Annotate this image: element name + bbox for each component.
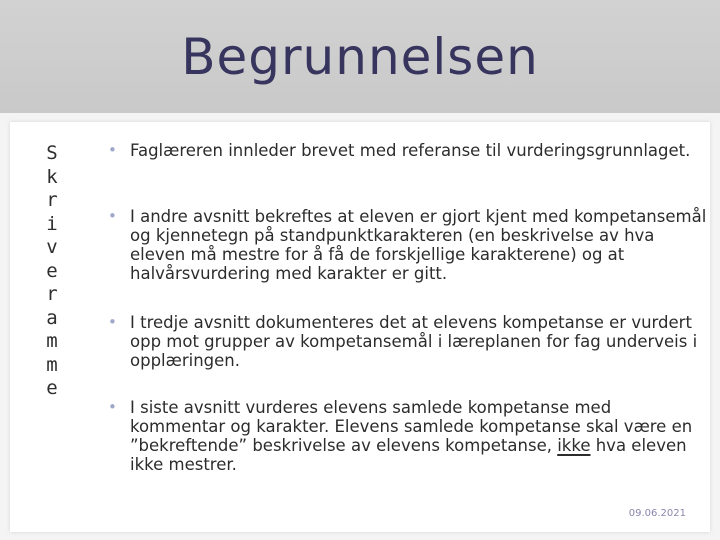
bullet-dot-icon: • (108, 141, 117, 159)
vertical-letter: i (46, 212, 58, 235)
vertical-letter: a (46, 306, 58, 329)
bullet-text: I tredje avsnitt dokumenteres det at elevens kompetanse er vurdert opp mot grupper av kompetansemål i læreplanen for fag underveis i opplæringen. (130, 313, 698, 370)
bullet-item (108, 207, 710, 283)
vertical-letter: r (46, 283, 58, 305)
emphasis-word: ikke (557, 436, 591, 455)
vertical-letter: S (46, 142, 58, 164)
bullet-text-part: I siste avsnitt vurderes elevens samlede kompetanse med kommentar og karakter. Elevens samlede kompetanse skal være en ”bekreftende” beskrivelse av elevens kompetanse, (130, 398, 693, 455)
vertical-letter: k (46, 165, 58, 188)
bullet-item (108, 141, 710, 160)
slide-title: Begrunnelsen (181, 28, 539, 86)
slide-date: 09.06.2021 (628, 508, 686, 519)
bullet-text (130, 398, 692, 474)
vertical-letter: m (46, 330, 58, 352)
bullet-dot-icon: • (108, 207, 117, 225)
bullet-item (108, 398, 710, 474)
bullet-text: I andre avsnitt bekreftes at eleven er gjort kjent med kompetansemål og kjennetegn på standpunktkarakteren (en beskrivelse av hva eleven må mestre for å få de forskjellige karakterene) og at halvårsvurdering med karakter er gitt. (130, 207, 707, 283)
bullet-text: Faglæreren innleder brevet med referanse til vurderingsgrunnlaget. (130, 141, 691, 160)
vertical-letter: m (46, 353, 58, 376)
vertical-letter: r (46, 189, 58, 211)
vertical-letter: e (46, 377, 58, 399)
vertical-letter: e (46, 259, 58, 282)
bullet-dot-icon: • (108, 398, 117, 416)
vertical-letter: v (46, 236, 58, 258)
bullet-dot-icon: • (108, 313, 117, 331)
vertical-word (40, 142, 64, 401)
bullet-text-part: hva eleven ikke mestrer. (130, 436, 687, 474)
bullet-item (108, 313, 710, 370)
